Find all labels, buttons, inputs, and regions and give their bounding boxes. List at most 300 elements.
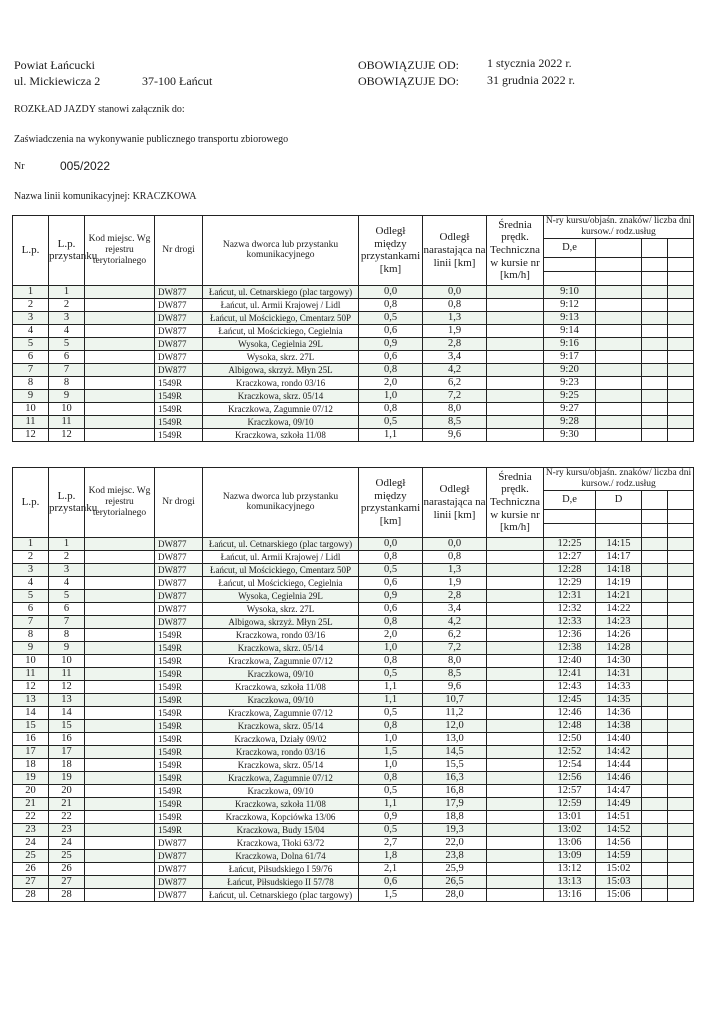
departure-time-cell: 12:28 bbox=[544, 563, 596, 576]
col-code: Kod miejsc. Wg rejestru terytorialnego bbox=[85, 216, 155, 286]
cumulative-distance-cell: 1,9 bbox=[423, 324, 487, 337]
col-speed: Średnia prędk. Techniczna w kursie nr [km/h] bbox=[487, 216, 544, 286]
table-row bbox=[13, 667, 694, 680]
road-cell: 1549R bbox=[155, 693, 203, 706]
table-row bbox=[13, 402, 694, 415]
lp-cell: 8 bbox=[13, 628, 49, 641]
departure-time-cell: 14:42 bbox=[596, 745, 642, 758]
stop-number-cell: 19 bbox=[49, 771, 85, 784]
stop-number-cell: 1 bbox=[49, 537, 85, 550]
territorial-code-cell bbox=[85, 732, 155, 745]
territorial-code-cell bbox=[85, 693, 155, 706]
valid-to-date: 31 grudnia 2022 r. bbox=[487, 73, 575, 87]
stop-number-cell: 17 bbox=[49, 745, 85, 758]
table-row bbox=[13, 324, 694, 337]
table-row bbox=[13, 680, 694, 693]
station-name-cell: Łańcut, ul. Cetnarskiego (plac targowy) bbox=[203, 888, 359, 901]
station-name-cell: Kraczkowa, 09/10 bbox=[203, 784, 359, 797]
lp-cell: 11 bbox=[13, 415, 49, 428]
departure-time-cell: 12:52 bbox=[544, 745, 596, 758]
speed-cell bbox=[487, 849, 544, 862]
table-row bbox=[13, 797, 694, 810]
table-row bbox=[13, 350, 694, 363]
territorial-code-cell bbox=[85, 862, 155, 875]
stop-number-cell: 11 bbox=[49, 667, 85, 680]
cumulative-distance-cell: 12,0 bbox=[423, 719, 487, 732]
table-row bbox=[13, 849, 694, 862]
departure-time-cell: 12:38 bbox=[544, 641, 596, 654]
lp-cell: 22 bbox=[13, 810, 49, 823]
territorial-code-cell bbox=[85, 576, 155, 589]
lp-cell: 12 bbox=[13, 428, 49, 441]
station-name-cell: Kraczkowa, Dolna 61/74 bbox=[203, 849, 359, 862]
speed-cell bbox=[487, 862, 544, 875]
cumulative-distance-cell: 10,7 bbox=[423, 693, 487, 706]
territorial-code-cell bbox=[85, 615, 155, 628]
lp-cell: 12 bbox=[13, 680, 49, 693]
stop-number-cell: 6 bbox=[49, 602, 85, 615]
station-name-cell: Albigowa, skrzyż. Młyn 25L bbox=[203, 363, 359, 376]
table-row bbox=[13, 589, 694, 602]
speed-cell bbox=[487, 719, 544, 732]
speed-cell bbox=[487, 797, 544, 810]
road-cell: 1549R bbox=[155, 745, 203, 758]
departure-time-cell: 12:36 bbox=[544, 628, 596, 641]
territorial-code-cell bbox=[85, 311, 155, 324]
stop-number-cell: 2 bbox=[49, 550, 85, 563]
county-address: ul. Mickiewicza 2 bbox=[14, 74, 101, 88]
lp-cell: 25 bbox=[13, 849, 49, 862]
station-name-cell: Łańcut, ul. Armii Krajowej / Lidl bbox=[203, 298, 359, 311]
departure-time-cell: 15:06 bbox=[596, 888, 642, 901]
station-name-cell: Kraczkowa, 09/10 bbox=[203, 667, 359, 680]
lp-cell: 11 bbox=[13, 667, 49, 680]
stop-number-cell: 6 bbox=[49, 350, 85, 363]
line-name: Nazwa linii komunikacyjnej: KRACZKOWA bbox=[14, 191, 197, 202]
road-cell: 1549R bbox=[155, 376, 203, 389]
lp-cell: 6 bbox=[13, 602, 49, 615]
timetable-2 bbox=[12, 467, 694, 902]
distance-cell: 1,5 bbox=[359, 745, 423, 758]
territorial-code-cell bbox=[85, 875, 155, 888]
territorial-code-cell bbox=[85, 758, 155, 771]
col-station: Nazwa dworca lub przystanku komunikacyjnego bbox=[203, 216, 359, 286]
road-cell: 1549R bbox=[155, 402, 203, 415]
departure-time-cell: 9:12 bbox=[544, 298, 596, 311]
distance-cell: 0,5 bbox=[359, 706, 423, 719]
stop-number-cell: 4 bbox=[49, 576, 85, 589]
station-name-cell: Łańcut, ul. Armii Krajowej / Lidl bbox=[203, 550, 359, 563]
departure-time-cell: 14:26 bbox=[596, 628, 642, 641]
distance-cell: 1,8 bbox=[359, 849, 423, 862]
departure-time-cell: 12:27 bbox=[544, 550, 596, 563]
cumulative-distance-cell: 7,2 bbox=[423, 389, 487, 402]
road-cell: DW877 bbox=[155, 298, 203, 311]
speed-cell bbox=[487, 337, 544, 350]
col-dist-between: Odległ między przystankami [km] bbox=[359, 468, 423, 538]
departure-time-cell: 12:33 bbox=[544, 615, 596, 628]
road-cell: DW877 bbox=[155, 875, 203, 888]
cumulative-distance-cell: 8,5 bbox=[423, 667, 487, 680]
table-row bbox=[13, 628, 694, 641]
col-dist-between: Odległ między przystankami [km] bbox=[359, 216, 423, 286]
cumulative-distance-cell: 23,8 bbox=[423, 849, 487, 862]
road-cell: DW877 bbox=[155, 589, 203, 602]
station-name-cell: Łańcut, Piłsudskiego II 57/78 bbox=[203, 875, 359, 888]
road-cell: 1549R bbox=[155, 797, 203, 810]
departure-time-cell: 14:17 bbox=[596, 550, 642, 563]
territorial-code-cell bbox=[85, 745, 155, 758]
col-dist-cum: Odległ narastająca na linii [km] bbox=[423, 216, 487, 286]
cumulative-distance-cell: 19,3 bbox=[423, 823, 487, 836]
stop-number-cell: 11 bbox=[49, 415, 85, 428]
col-station: Nazwa dworca lub przystanku komunikacyjnego bbox=[203, 468, 359, 538]
distance-cell: 0,6 bbox=[359, 350, 423, 363]
cumulative-distance-cell: 17,9 bbox=[423, 797, 487, 810]
speed-cell bbox=[487, 311, 544, 324]
road-cell: DW877 bbox=[155, 285, 203, 298]
table-row bbox=[13, 376, 694, 389]
road-cell: 1549R bbox=[155, 719, 203, 732]
speed-cell bbox=[487, 615, 544, 628]
departure-time-cell: 14:46 bbox=[596, 771, 642, 784]
cumulative-distance-cell: 13,0 bbox=[423, 732, 487, 745]
cumulative-distance-cell: 15,5 bbox=[423, 758, 487, 771]
cumulative-distance-cell: 3,4 bbox=[423, 602, 487, 615]
road-cell: DW877 bbox=[155, 363, 203, 376]
road-cell: 1549R bbox=[155, 415, 203, 428]
distance-cell: 0,6 bbox=[359, 875, 423, 888]
stop-number-cell: 8 bbox=[49, 628, 85, 641]
lp-cell: 10 bbox=[13, 654, 49, 667]
lp-cell: 28 bbox=[13, 888, 49, 901]
valid-from-label: OBOWIĄZUJE OD: bbox=[358, 58, 459, 72]
territorial-code-cell bbox=[85, 298, 155, 311]
speed-cell bbox=[487, 823, 544, 836]
station-name-cell: Kraczkowa, szkoła 11/08 bbox=[203, 428, 359, 441]
departure-time-cell: 14:31 bbox=[596, 667, 642, 680]
road-cell: 1549R bbox=[155, 641, 203, 654]
distance-cell: 0,6 bbox=[359, 324, 423, 337]
table-row bbox=[13, 389, 694, 402]
road-cell: DW877 bbox=[155, 550, 203, 563]
territorial-code-cell bbox=[85, 628, 155, 641]
stop-number-cell: 5 bbox=[49, 337, 85, 350]
territorial-code-cell bbox=[85, 550, 155, 563]
departure-time-cell: 13:13 bbox=[544, 875, 596, 888]
lp-cell: 23 bbox=[13, 823, 49, 836]
station-name-cell: Kraczkowa, 09/10 bbox=[203, 693, 359, 706]
road-cell: DW877 bbox=[155, 615, 203, 628]
table-row bbox=[13, 563, 694, 576]
distance-cell: 0,8 bbox=[359, 615, 423, 628]
distance-cell: 0,5 bbox=[359, 667, 423, 680]
station-name-cell: Wysoka, Cegielnia 29L bbox=[203, 589, 359, 602]
territorial-code-cell bbox=[85, 654, 155, 667]
cumulative-distance-cell: 18,8 bbox=[423, 810, 487, 823]
speed-cell bbox=[487, 758, 544, 771]
departure-time-cell: 9:27 bbox=[544, 402, 596, 415]
territorial-code-cell bbox=[85, 771, 155, 784]
distance-cell: 1,0 bbox=[359, 641, 423, 654]
departure-time-cell: 13:09 bbox=[544, 849, 596, 862]
departure-time-cell: 14:33 bbox=[596, 680, 642, 693]
territorial-code-cell bbox=[85, 823, 155, 836]
lp-cell: 9 bbox=[13, 641, 49, 654]
station-name-cell: Kraczkowa, skrz. 05/14 bbox=[203, 758, 359, 771]
service-label: D,e bbox=[544, 490, 596, 509]
speed-cell bbox=[487, 350, 544, 363]
road-cell: DW877 bbox=[155, 563, 203, 576]
territorial-code-cell bbox=[85, 888, 155, 901]
departure-time-cell: 14:44 bbox=[596, 758, 642, 771]
nr-value: 005/2022 bbox=[60, 159, 111, 173]
road-cell: DW877 bbox=[155, 324, 203, 337]
distance-cell: 0,5 bbox=[359, 311, 423, 324]
stop-number-cell: 10 bbox=[49, 402, 85, 415]
departure-time-cell: 12:54 bbox=[544, 758, 596, 771]
stop-number-cell: 23 bbox=[49, 823, 85, 836]
lp-cell: 17 bbox=[13, 745, 49, 758]
departure-time-cell: 14:49 bbox=[596, 797, 642, 810]
distance-cell: 2,0 bbox=[359, 628, 423, 641]
departure-time-cell: 14:38 bbox=[596, 719, 642, 732]
departure-time-cell: 9:25 bbox=[544, 389, 596, 402]
road-cell: 1549R bbox=[155, 784, 203, 797]
speed-cell bbox=[487, 376, 544, 389]
distance-cell: 0,5 bbox=[359, 784, 423, 797]
departure-time-cell: 15:02 bbox=[596, 862, 642, 875]
cumulative-distance-cell: 6,2 bbox=[423, 628, 487, 641]
departure-time-cell: 9:10 bbox=[544, 285, 596, 298]
table-row bbox=[13, 576, 694, 589]
cumulative-distance-cell: 2,8 bbox=[423, 337, 487, 350]
distance-cell: 1,5 bbox=[359, 888, 423, 901]
station-name-cell: Kraczkowa, skrz. 05/14 bbox=[203, 389, 359, 402]
station-name-cell: Kraczkowa, Zagumnie 07/12 bbox=[203, 654, 359, 667]
cumulative-distance-cell: 14,5 bbox=[423, 745, 487, 758]
table-row bbox=[13, 810, 694, 823]
table-row bbox=[13, 745, 694, 758]
col-lp-stop: L.p. przystanku bbox=[49, 216, 85, 286]
lp-cell: 24 bbox=[13, 836, 49, 849]
distance-cell: 1,1 bbox=[359, 428, 423, 441]
station-name-cell: Łańcut, ul Mościckiego, Cegielnia bbox=[203, 324, 359, 337]
stop-number-cell: 18 bbox=[49, 758, 85, 771]
departure-time-cell: 12:25 bbox=[544, 537, 596, 550]
table-row bbox=[13, 337, 694, 350]
col-lp: L.p. bbox=[13, 468, 49, 538]
departure-time-cell: 14:23 bbox=[596, 615, 642, 628]
road-cell: 1549R bbox=[155, 428, 203, 441]
cumulative-distance-cell: 4,2 bbox=[423, 363, 487, 376]
departure-time-cell: 12:45 bbox=[544, 693, 596, 706]
territorial-code-cell bbox=[85, 402, 155, 415]
departure-time-cell: 13:02 bbox=[544, 823, 596, 836]
territorial-code-cell bbox=[85, 667, 155, 680]
cumulative-distance-cell: 8,5 bbox=[423, 415, 487, 428]
station-name-cell: Kraczkowa, Zagumnie 07/12 bbox=[203, 771, 359, 784]
speed-cell bbox=[487, 706, 544, 719]
lp-cell: 10 bbox=[13, 402, 49, 415]
stop-number-cell: 1 bbox=[49, 285, 85, 298]
col-road: Nr drogi bbox=[155, 216, 203, 286]
road-cell: DW877 bbox=[155, 337, 203, 350]
departure-time-cell: 14:56 bbox=[596, 836, 642, 849]
col-lp-stop: L.p. przystanku bbox=[49, 468, 85, 538]
departure-time-cell: 12:41 bbox=[544, 667, 596, 680]
cumulative-distance-cell: 16,8 bbox=[423, 784, 487, 797]
timetable-1 bbox=[12, 215, 694, 442]
territorial-code-cell bbox=[85, 849, 155, 862]
col-code: Kod miejsc. Wg rejestru terytorialnego bbox=[85, 468, 155, 538]
cumulative-distance-cell: 0,8 bbox=[423, 298, 487, 311]
distance-cell: 1,1 bbox=[359, 797, 423, 810]
departure-time-cell: 14:51 bbox=[596, 810, 642, 823]
cumulative-distance-cell: 3,4 bbox=[423, 350, 487, 363]
speed-cell bbox=[487, 363, 544, 376]
speed-cell bbox=[487, 402, 544, 415]
speed-cell bbox=[487, 641, 544, 654]
table-row bbox=[13, 693, 694, 706]
road-cell: DW877 bbox=[155, 862, 203, 875]
road-cell: 1549R bbox=[155, 732, 203, 745]
speed-cell bbox=[487, 602, 544, 615]
lp-cell: 7 bbox=[13, 615, 49, 628]
cumulative-distance-cell: 1,3 bbox=[423, 311, 487, 324]
station-name-cell: Kraczkowa, rondo 03/16 bbox=[203, 376, 359, 389]
table-row bbox=[13, 415, 694, 428]
table-row bbox=[13, 537, 694, 550]
territorial-code-cell bbox=[85, 563, 155, 576]
table-row bbox=[13, 602, 694, 615]
departure-time-cell: 9:23 bbox=[544, 376, 596, 389]
stop-number-cell: 9 bbox=[49, 641, 85, 654]
lp-cell: 5 bbox=[13, 337, 49, 350]
road-cell: 1549R bbox=[155, 771, 203, 784]
distance-cell: 1,0 bbox=[359, 389, 423, 402]
speed-cell bbox=[487, 589, 544, 602]
table-row bbox=[13, 823, 694, 836]
station-name-cell: Kraczkowa, Zagumnie 07/12 bbox=[203, 402, 359, 415]
distance-cell: 0,6 bbox=[359, 576, 423, 589]
territorial-code-cell bbox=[85, 784, 155, 797]
lp-cell: 16 bbox=[13, 732, 49, 745]
speed-cell bbox=[487, 875, 544, 888]
station-name-cell: Kraczkowa, Budy 15/04 bbox=[203, 823, 359, 836]
cumulative-distance-cell: 9,6 bbox=[423, 680, 487, 693]
station-name-cell: Łańcut, ul. Cetnarskiego (plac targowy) bbox=[203, 285, 359, 298]
speed-cell bbox=[487, 836, 544, 849]
distance-cell: 1,0 bbox=[359, 732, 423, 745]
speed-cell bbox=[487, 888, 544, 901]
speed-cell bbox=[487, 771, 544, 784]
departure-time-cell: 14:30 bbox=[596, 654, 642, 667]
territorial-code-cell bbox=[85, 428, 155, 441]
speed-cell bbox=[487, 693, 544, 706]
departure-time-cell: 14:52 bbox=[596, 823, 642, 836]
table-row bbox=[13, 784, 694, 797]
table-row bbox=[13, 732, 694, 745]
station-name-cell: Kraczkowa, Tłoki 63/72 bbox=[203, 836, 359, 849]
distance-cell: 0,5 bbox=[359, 563, 423, 576]
lp-cell: 20 bbox=[13, 784, 49, 797]
station-name-cell: Wysoka, skrz. 27L bbox=[203, 602, 359, 615]
stop-number-cell: 21 bbox=[49, 797, 85, 810]
distance-cell: 0,8 bbox=[359, 363, 423, 376]
table-row bbox=[13, 615, 694, 628]
departure-time-cell: 12:40 bbox=[544, 654, 596, 667]
territorial-code-cell bbox=[85, 363, 155, 376]
lp-cell: 1 bbox=[13, 285, 49, 298]
table-row bbox=[13, 706, 694, 719]
lp-cell: 2 bbox=[13, 550, 49, 563]
speed-cell bbox=[487, 628, 544, 641]
station-name-cell: Kraczkowa, szkoła 11/08 bbox=[203, 680, 359, 693]
valid-from-date: 1 stycznia 2022 r. bbox=[487, 56, 572, 70]
table-row bbox=[13, 771, 694, 784]
road-cell: 1549R bbox=[155, 706, 203, 719]
cumulative-distance-cell: 6,2 bbox=[423, 376, 487, 389]
table-row bbox=[13, 363, 694, 376]
road-cell: DW877 bbox=[155, 350, 203, 363]
table-row bbox=[13, 758, 694, 771]
table-row bbox=[13, 298, 694, 311]
speed-cell bbox=[487, 784, 544, 797]
stop-number-cell: 9 bbox=[49, 389, 85, 402]
lp-cell: 21 bbox=[13, 797, 49, 810]
stop-number-cell: 10 bbox=[49, 654, 85, 667]
speed-cell bbox=[487, 680, 544, 693]
speed-cell bbox=[487, 810, 544, 823]
departure-time-cell: 12:59 bbox=[544, 797, 596, 810]
lp-cell: 13 bbox=[13, 693, 49, 706]
distance-cell: 2,7 bbox=[359, 836, 423, 849]
stop-number-cell: 3 bbox=[49, 311, 85, 324]
lp-cell: 1 bbox=[13, 537, 49, 550]
departure-time-cell: 9:28 bbox=[544, 415, 596, 428]
distance-cell: 0,8 bbox=[359, 719, 423, 732]
lp-cell: 19 bbox=[13, 771, 49, 784]
table-row bbox=[13, 285, 694, 298]
table-row bbox=[13, 875, 694, 888]
table-row bbox=[13, 428, 694, 441]
road-cell: 1549R bbox=[155, 654, 203, 667]
distance-cell: 0,8 bbox=[359, 654, 423, 667]
speed-cell bbox=[487, 550, 544, 563]
road-cell: 1549R bbox=[155, 389, 203, 402]
territorial-code-cell bbox=[85, 602, 155, 615]
departure-time-cell: 9:30 bbox=[544, 428, 596, 441]
road-cell: DW877 bbox=[155, 836, 203, 849]
departure-time-cell: 12:57 bbox=[544, 784, 596, 797]
station-name-cell: Kraczkowa, skrz. 05/14 bbox=[203, 641, 359, 654]
lp-cell: 2 bbox=[13, 298, 49, 311]
lp-cell: 5 bbox=[13, 589, 49, 602]
stop-number-cell: 28 bbox=[49, 888, 85, 901]
stop-number-cell: 5 bbox=[49, 589, 85, 602]
cumulative-distance-cell: 28,0 bbox=[423, 888, 487, 901]
distance-cell: 1,1 bbox=[359, 680, 423, 693]
departure-time-cell: 9:17 bbox=[544, 350, 596, 363]
distance-cell: 0,8 bbox=[359, 771, 423, 784]
territorial-code-cell bbox=[85, 324, 155, 337]
county-name: Powiat Łańcucki bbox=[14, 58, 95, 72]
departure-time-cell: 13:12 bbox=[544, 862, 596, 875]
table-row bbox=[13, 888, 694, 901]
speed-cell bbox=[487, 576, 544, 589]
cumulative-distance-cell: 25,9 bbox=[423, 862, 487, 875]
